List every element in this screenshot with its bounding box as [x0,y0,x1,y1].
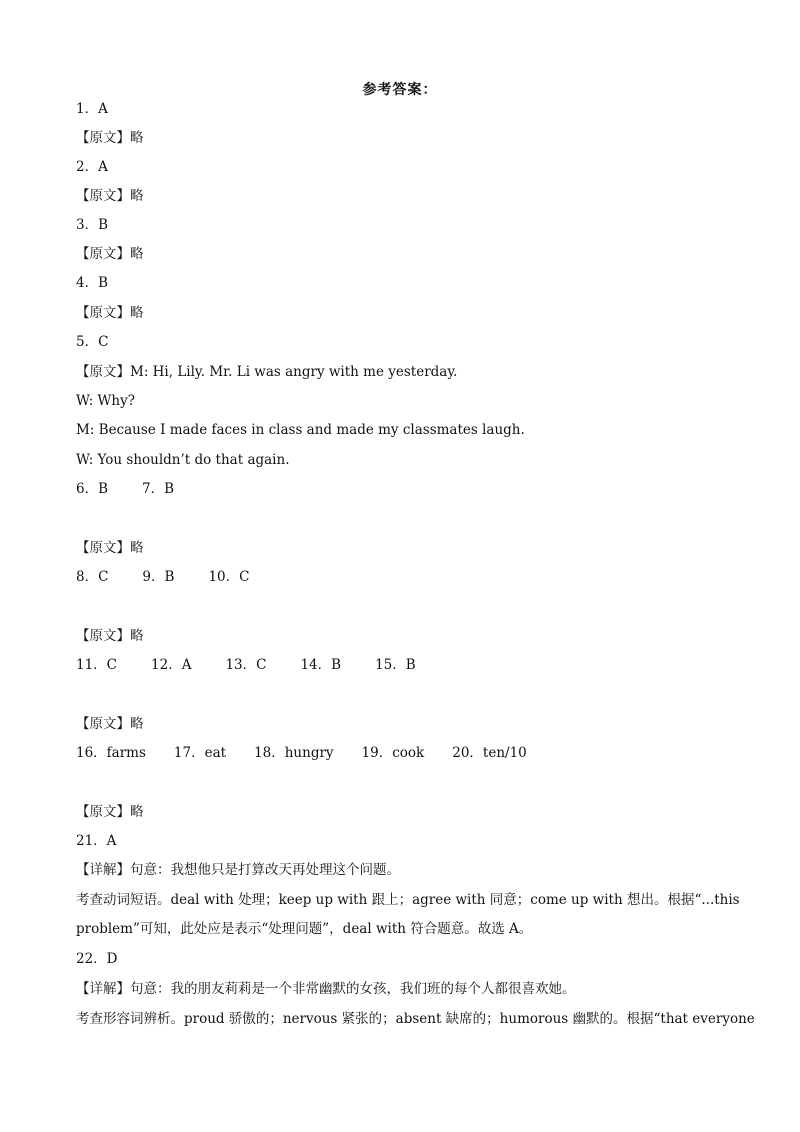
answer-group-line [76,568,249,586]
answer-item: 8．C [76,569,109,585]
explanation-line: 考查形容词辨析。proud 骄傲的；nervous 紧张的；absent 缺席的；humorous 幽默的。根据“that everyone [76,1011,755,1027]
transcript-line: 【原文】略 [76,540,144,556]
answer-item: 14．B [300,657,342,673]
transcript-line: 【原文】略 [76,305,144,321]
answer-item: 15．B [375,657,416,673]
answer-group-line [76,480,174,498]
answer-item: 11．C [76,657,118,673]
answer-item: 13．C [225,657,267,673]
answer-item: 12．A [151,657,192,673]
transcript-line: 【原文】略 [76,628,144,644]
answer-item: 17．eat [173,745,227,761]
transcript-line: 【原文】略 [76,716,144,732]
transcript-line: 【原文】略 [76,130,144,146]
answer-line: 3．B [76,217,109,233]
answer-line: 5．C [76,334,109,350]
answer-group-line [76,656,416,674]
dialogue-line: W: Why? [76,393,135,409]
answer-item: 20．ten/10 [452,745,527,761]
answer-item: 9．B [142,569,175,585]
dialogue-line: M: Because I made faces in class and made my classmates laugh. [76,422,525,438]
answer-line: 1．A [76,101,108,117]
answer-item: 19．cook [361,745,425,761]
answer-line: 21．A [76,833,117,849]
transcript-line: 【原文】略 [76,246,144,262]
answer-item: 10．C [208,569,250,585]
page-title: 参考答案： [362,82,438,98]
explanation-line: 【详解】句意：我的朋友莉莉是一个非常幽默的女孩，我们班的每个人都很喜欢她。 [76,981,576,997]
explanation-line: problem”可知，此处应是表示“处理问题”，deal with 符合题意。故选 A。 [76,921,533,937]
answer-item: 6．B [76,481,109,497]
answer-item: 7．B [142,481,175,497]
explanation-line: 考查动词短语。deal with 处理；keep up with 跟上；agree with 同意；come up with 想出。根据“...this [76,892,740,908]
transcript-line: 【原文】M: Hi, Lily. Mr. Li was angry with me yesterday. [76,364,458,380]
answer-item: 16．farms [76,745,146,761]
dialogue-line: W: You shouldn’t do that again. [76,452,290,468]
explanation-line: 【详解】句意：我想他只是打算改天再处理这个问题。 [76,862,400,878]
transcript-line: 【原文】略 [76,188,144,204]
answer-line: 22．D [76,951,118,967]
answer-group-line [76,744,527,762]
answer-line: 4．B [76,275,109,291]
transcript-line: 【原文】略 [76,804,144,820]
answer-item: 18．hungry [254,745,334,761]
answer-line: 2．A [76,159,108,175]
